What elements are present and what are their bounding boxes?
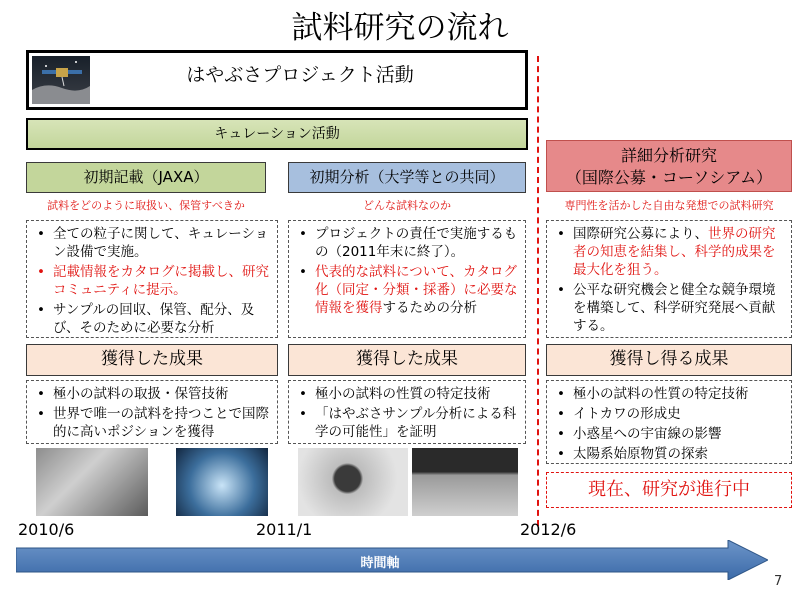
curation-bar: キュレーション活動 (26, 118, 528, 150)
col2-bullet (297, 263, 519, 317)
col2-bullet: • プロジェクトの責任で実施するもの（2011年末に終了）。 (297, 225, 519, 261)
col2-result-box (288, 380, 526, 444)
col1-header: 初期記載（JAXA） (26, 162, 266, 193)
col3-result-box (546, 380, 792, 464)
col2-result-header: 獲得した成果 (288, 344, 526, 376)
col2-header: 初期分析（大学等との共同） (288, 162, 526, 193)
particle-surface-image (412, 448, 518, 516)
col3-header (546, 140, 792, 192)
col3-result-item: • 極小の試料の性質の特定技術 (555, 385, 785, 403)
timeline-axis-label: 時間軸 (360, 556, 400, 571)
microscope-sample-image (298, 448, 408, 516)
col1-result-item: • 世界で唯一の試料を持つことで国際的に高いポジションを獲得 (35, 405, 271, 441)
col3-bullet (555, 225, 785, 279)
divider-line (537, 56, 539, 526)
col3-bullet-black: 国際研究公募により、 (573, 226, 708, 242)
ongoing-status-box: 現在、研究が進行中 (546, 472, 792, 508)
col3-bullet: • 公平な研究機会と健全な競争環境を構築して、科学研究発展へ貢献する。 (555, 281, 785, 335)
col2-bullet-black: するための分析 (382, 300, 477, 316)
col3-description (546, 220, 792, 338)
col1-result-item: • 極小の試料の取扱・保管技術 (35, 385, 271, 403)
col2-result-item: • 「はやぶさサンプル分析による科学の可能性」を証明 (297, 405, 519, 441)
col3-subtitle: 専門性を活かした自由な発想での試料研究 (564, 199, 774, 212)
col2-result-item: • 極小の試料の性質の特定技術 (297, 385, 519, 403)
col3-result-item: • イトカワの形成史 (555, 405, 785, 423)
col2-bullet-red: 代表的な試料について、カタログ化（同定・分類・採番）に必要な情報を獲得 (315, 264, 518, 316)
lab-photo-image (36, 448, 148, 516)
col1-subtitle: 試料をどのように取扱い、保管すべきか (47, 199, 245, 212)
col1-result-box (26, 380, 278, 444)
col3-result-item: • 太陽系始原物質の探索 (555, 445, 785, 463)
col3-bullet-red: 世界の研究者の知恵を結集し、科学的成果を最大化を狙う。 (573, 226, 776, 278)
timeline-tick-2010-6: 2010/6 (18, 520, 75, 539)
project-label: はやぶさプロジェクト活動 (186, 64, 414, 86)
timeline-tick-2012-6: 2012/6 (520, 520, 577, 539)
hayabusa-spacecraft-icon (32, 56, 90, 104)
sample-handling-photo-image (176, 448, 268, 516)
col2-description (288, 220, 526, 338)
col2-subtitle: どんな試料なのか (363, 199, 451, 212)
col3-header-line1: 詳細分析研究 (620, 146, 717, 165)
col1-bullet: • 記載情報をカタログに掲載し、研究コミュニティに提示。 (35, 263, 271, 299)
page-number: 7 (774, 574, 783, 589)
col1-bullet: • 全ての粒子に関して、キュレーション設備で実施。 (35, 225, 271, 261)
col3-result-header: 獲得し得る成果 (546, 344, 792, 376)
page-title: 試料研究の流れ (291, 10, 509, 46)
col1-bullet: • サンプルの回収、保管、配分、及び、そのために必要な分析 (35, 301, 271, 337)
col1-description (26, 220, 278, 338)
col3-header-line2: （国際公募・コーソシアム） (565, 168, 773, 187)
timeline-tick-2011-1: 2011/1 (256, 520, 313, 539)
col1-result-header: 獲得した成果 (26, 344, 278, 376)
col3-result-item: • 小惑星への宇宙線の影響 (555, 425, 785, 443)
